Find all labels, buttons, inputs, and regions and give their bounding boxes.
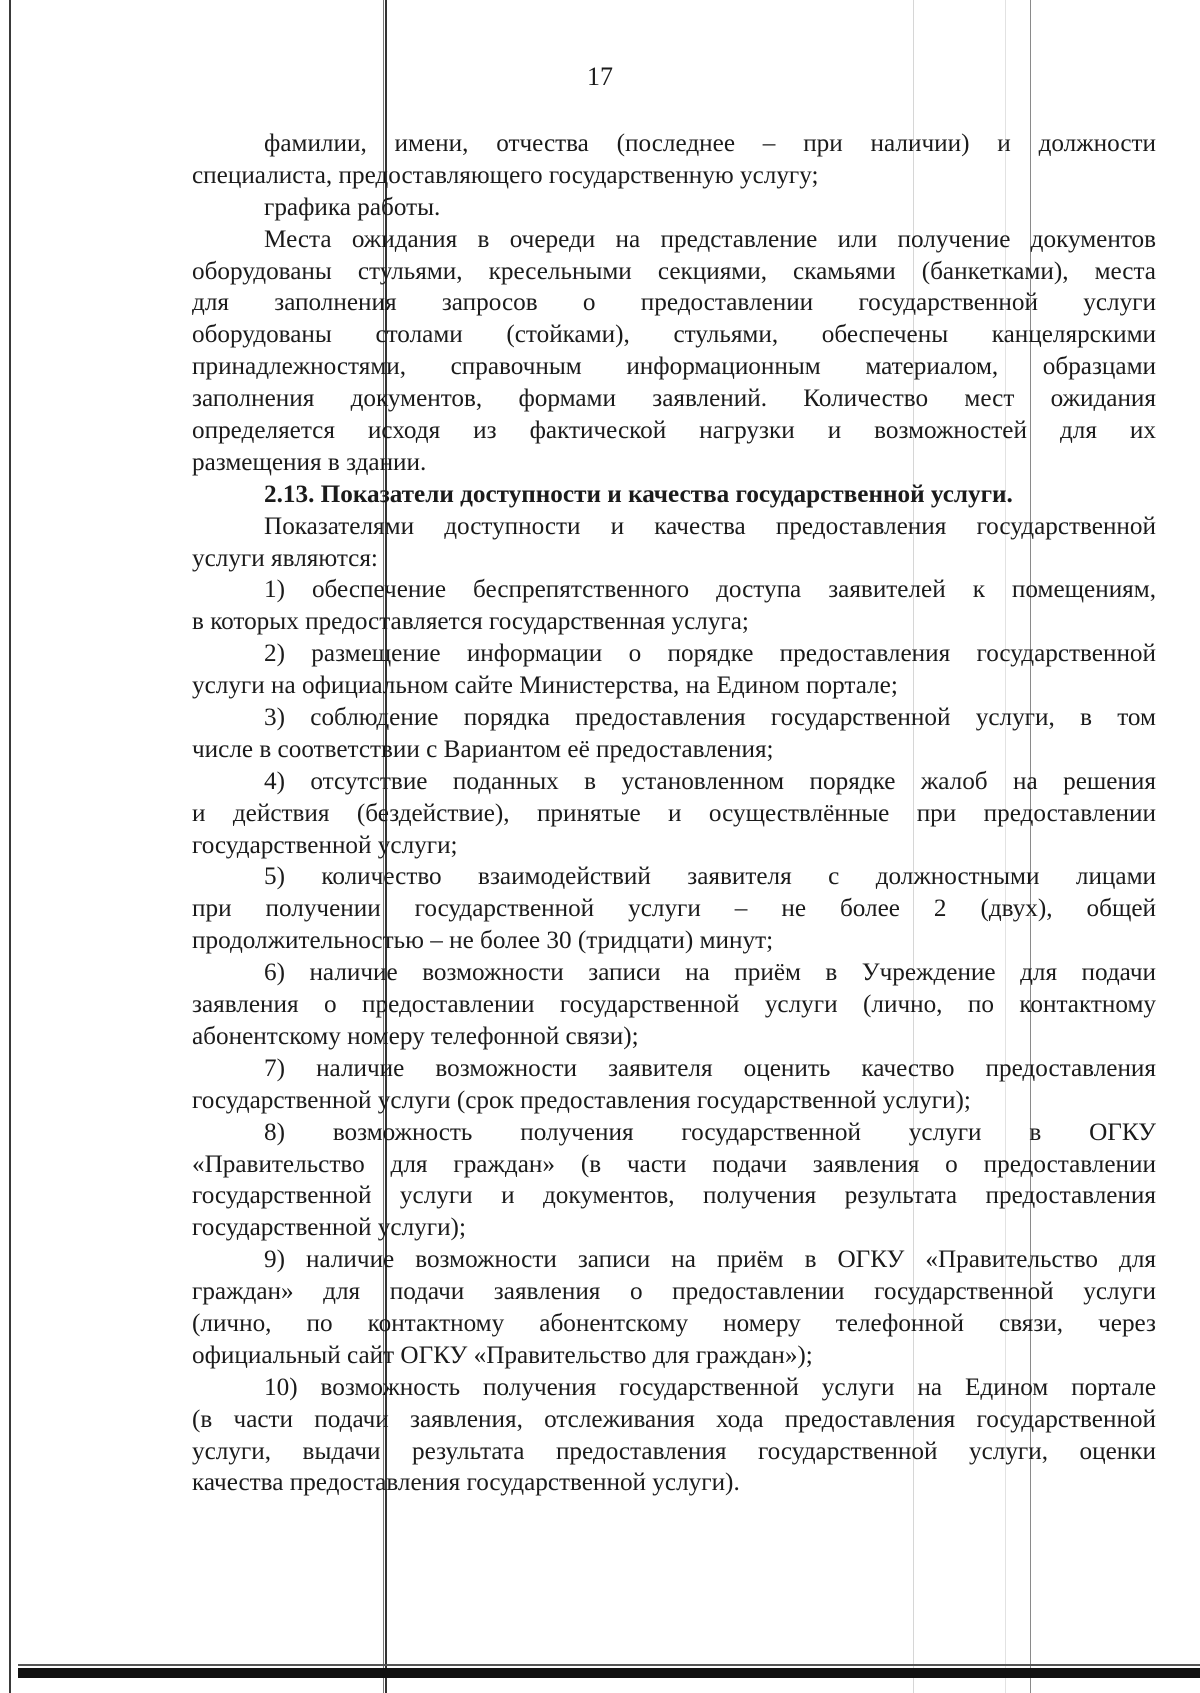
text-line: Показателями доступности и качества предоставления государственной: [264, 512, 1156, 540]
scan-edge-line: [9, 0, 11, 1693]
text-line: 1) обеспечение беспрепятственного доступа заявителей к помещениям,: [264, 576, 1156, 604]
text-line: 10) возможность получения государственной услуги на Едином портале: [264, 1373, 1156, 1401]
text-line: графика работы.: [264, 193, 441, 221]
scan-bottom-border: [18, 1668, 1200, 1678]
text-line: для заполнения запросов о предоставлении государственной услуги: [192, 289, 1156, 317]
text-line: государственной услуги);: [192, 1214, 466, 1242]
text-line: оборудованы стульями, кресельными секциями, скамьями (банкетками), места: [192, 257, 1156, 285]
section-heading: 2.13. Показатели доступности и качества государственной услуги.: [264, 480, 1013, 508]
text-line: качества предоставления государственной услуги).: [192, 1469, 740, 1497]
text-line: в которых предоставляется государственная услуга;: [192, 608, 749, 636]
text-line: государственной услуги и документов, получения результата предоставления: [192, 1182, 1156, 1210]
text-line: государственной услуги (срок предоставления государственной услуги);: [192, 1086, 971, 1114]
text-line: числе в соответствии с Вариантом её предоставления;: [192, 735, 774, 763]
text-line: специалиста, предоставляющего государственную услугу;: [192, 161, 819, 189]
text-line: (в части подачи заявления, отслеживания хода предоставления государственной: [192, 1405, 1156, 1433]
scan-bottom-border: [18, 1664, 1200, 1666]
text-line: «Правительство для граждан» (в части подачи заявления о предоставлении: [192, 1150, 1156, 1178]
text-line: услуги, выдачи результата предоставления государственной услуги, оценки: [192, 1437, 1156, 1465]
text-line: 4) отсутствие поданных в установленном порядке жалоб на решения: [264, 767, 1156, 795]
text-line: и действия (бездействие), принятые и осуществлённые при предоставлении: [192, 799, 1156, 827]
text-line: 8) возможность получения государственной услуги в ОГКУ: [264, 1118, 1156, 1146]
text-line: официальный сайт ОГКУ «Правительство для граждан»);: [192, 1341, 813, 1369]
text-line: абонентскому номеру телефонной связи);: [192, 1022, 639, 1050]
document-body: [192, 128, 1156, 1499]
text-line: при получении государственной услуги – не более 2 (двух), общей: [192, 895, 1156, 923]
text-line: принадлежностями, справочным информационным материалом, образцами: [192, 353, 1156, 381]
text-line: 7) наличие возможности заявителя оценить качество предоставления: [264, 1054, 1156, 1082]
text-line: (лично, по контактному абонентскому номеру телефонной связи, через: [192, 1309, 1156, 1337]
text-line: Места ожидания в очереди на представление или получение документов: [264, 225, 1156, 253]
text-line: 5) количество взаимодействий заявителя с должностными лицами: [264, 863, 1156, 891]
text-line: 9) наличие возможности записи на приём в ОГКУ «Правительство для: [264, 1246, 1156, 1274]
text-line: продолжительностью – не более 30 (тридцати) минут;: [192, 927, 774, 955]
text-line: граждан» для подачи заявления о предоставлении государственной услуги: [192, 1278, 1156, 1306]
text-line: государственной услуги;: [192, 831, 458, 859]
text-line: заявления о предоставлении государственной услуги (лично, по контактному: [192, 991, 1156, 1019]
text-line: оборудованы столами (стойками), стульями, обеспечены канцелярскими: [192, 321, 1156, 349]
text-line: фамилии, имени, отчества (последнее – при наличии) и должности: [264, 130, 1156, 157]
text-line: размещения в здании.: [192, 448, 427, 476]
page-number: 17: [587, 62, 613, 91]
text-line: услуги на официальном сайте Министерства, на Едином портале;: [192, 672, 898, 700]
text-line: 3) соблюдение порядка предоставления государственной услуги, в том: [264, 704, 1156, 732]
text-line: заполнения документов, формами заявлений. Количество мест ожидания: [192, 385, 1156, 413]
text-line: услуги являются:: [192, 544, 378, 572]
text-line: 6) наличие возможности записи на приём в Учреждение для подачи: [264, 959, 1156, 987]
text-line: 2) размещение информации о порядке предоставления государственной: [264, 640, 1156, 668]
text-line: определяется исходя из фактической нагрузки и возможностей для их: [192, 417, 1156, 445]
